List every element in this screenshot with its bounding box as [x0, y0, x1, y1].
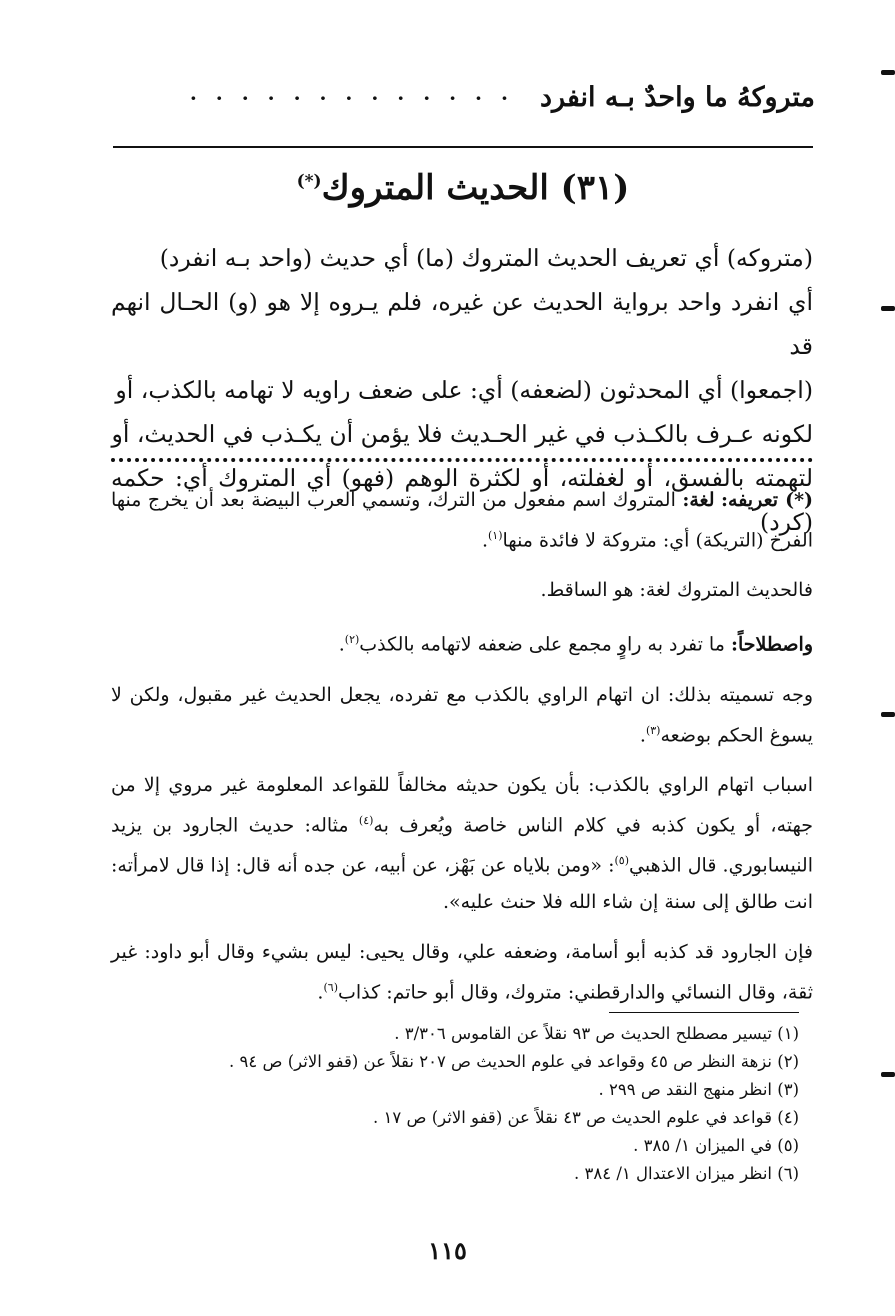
running-head-dots: · · · · · · · · · · · · ·	[189, 85, 514, 110]
chapter-title-text: (٣١) الحديث المتروك	[321, 168, 630, 208]
note-definition: (*) تعريفه: لغة: المتروك اسم مفعول من الترك، وتسمي العرب البيضة بعد أن يخرج منها الفرخ (التريكة) أي: متروكة لا فائدة منها$^{(١)}$.	[111, 489, 813, 552]
footnote-ref: (١)	[488, 529, 503, 542]
running-head-text: متروكهُ ما واحدٌ بـه انفرد	[539, 82, 815, 113]
note-tasmiya: وجه تسميته بذلك: ان اتهام الراوي بالكذب مع تفرده، يجعل الحديث غير مقبول، ولكن لا يسوغ الحكم بوضعه$^{(٣)}$.	[111, 683, 813, 746]
main-text-line: لكونه عـرف بالكـذب في غير الحـديث فلا يؤمن أن يكـذب في الحديث، أو	[111, 420, 813, 448]
definition-label: (*) تعريفه:	[721, 489, 813, 511]
scan-edge-mark	[881, 712, 895, 717]
footnote-item: (٤) قواعد في علوم الحديث ص ٤٣ نقلاً عن (قفو الاثر) ص ١٧ .	[373, 1108, 799, 1127]
footnote-item: (٢) نزهة النظر ص ٤٥ وقواعد في علوم الحديث ص ٢٠٧ نقلاً عن (قفو الاثر) ص ٩٤ .	[229, 1052, 799, 1071]
note-asbab	[111, 767, 813, 920]
footnote-item: (٣) انظر منهج النقد ص ٢٩٩ .	[598, 1080, 799, 1099]
footnote-rule	[609, 1012, 799, 1013]
footnote-item: (١) تيسير مصطلح الحديث ص ٩٣ نقلاً عن القاموس ٣/٣٠٦ .	[394, 1024, 799, 1043]
dotted-separator	[111, 458, 813, 462]
footnote-item: (٦) انظر ميزان الاعتدال ١/ ٣٨٤ .	[573, 1164, 799, 1183]
main-text-line: أي انفرد واحد برواية الحديث عن غيره، فلم يـروه إلا هو (و) الحـال انهم قد	[111, 288, 813, 360]
footnote-ref: (٢)	[344, 633, 360, 647]
asbab-text-2: مثاله: حديث الجارود بن يزيد النيسابوري. قال الذهبي	[111, 814, 813, 877]
scan-edge-mark	[881, 1072, 895, 1077]
chapter-title	[113, 168, 813, 208]
main-text-line: (متروكه) أي تعريف الحديث المتروك (ما) أي حديث (واحد بـه انفرد)	[159, 244, 813, 272]
asbab-text-3: : «ومن بلاياه عن بَهْز، عن أبيه، عن جده أنه قال: إذا قال لامرأته: انت طالق إلى سنة إن شاء الله فلا حنث عليه».	[111, 854, 813, 913]
scan-edge-mark	[881, 306, 895, 311]
jarud-text: فإن الجارود قد كذبه أبو أسامة، وضعفه علي، وقال يحيى: ليس بشيء وقال أبو داود: غير ثقة، وقال النسائي والدارقطني: متروك، وقال أبو حاتم: كذاب	[111, 940, 813, 1003]
main-text-line: لتهمته بالفسق، أو لغفلته، أو لكثرة الوهم (فهو) أي المتروك أي: حكمه (كرد)	[111, 464, 813, 536]
chapter-title-marker: (*)	[296, 171, 322, 192]
lugha-text: المتروك اسم مفعول من الترك، وتسمي العرب البيضة بعد أن يخرج منها الفرخ (التريكة) أي: متروكة لا فائدة منها	[111, 489, 813, 552]
tasmiya-text: وجه تسميته بذلك: ان اتهام الراوي بالكذب مع تفرده، يجعل الحديث غير مقبول، ولكن لا يسوغ الحكم بوضعه	[111, 683, 813, 746]
page-number: ١١٥	[428, 1236, 467, 1265]
footnote-ref: (٤)	[358, 813, 374, 827]
asbab-text-1: اسباب اتهام الراوي بالكذب: بأن يكون حديثه مخالفاً للقواعد المعلومة غير مروي إلا من جهته، أو يكون كذبه في كلام الناس خاصة ويُعرف به	[111, 773, 813, 837]
header-rule	[113, 146, 813, 148]
note-saqit: فالحديث المتروك لغة: هو الساقط.	[540, 579, 813, 602]
main-text-line: (اجمعوا) أي المحدثون (لضعفه) أي: على ضعف راويه لا تهامه بالكذب، أو	[115, 376, 813, 404]
commentary	[111, 482, 813, 1024]
running-head	[115, 82, 815, 113]
footnote-ref: (٥)	[614, 854, 629, 868]
lugha-label: لغة:	[682, 489, 715, 511]
note-jarud: فإن الجارود قد كذبه أبو أسامة، وضعفه علي، وقال يحيى: ليس بشيء وقال أبو داود: غير ثقة، وقال النسائي والدارقطني: متروك، وقال أبو حاتم: كذاب$^{(٦)}$.	[111, 940, 813, 1003]
footnote-item: (٥) في الميزان ١/ ٣٨٥ .	[633, 1136, 799, 1155]
footnote-ref: (٦)	[323, 980, 338, 994]
footnote-ref: (٣)	[645, 723, 661, 737]
footnotes	[109, 1020, 799, 1188]
note-istilah: واصطلاحاً: ما تفرد به راوٍ مجمع على ضعفه لاتهامه بالكذب$^{(٢)}$.	[338, 633, 813, 656]
scan-edge-mark	[881, 70, 895, 75]
istilah-label: واصطلاحاً:	[730, 633, 813, 656]
istilah-text: ما تفرد به راوٍ مجمع على ضعفه لاتهامه بالكذب	[359, 633, 725, 656]
